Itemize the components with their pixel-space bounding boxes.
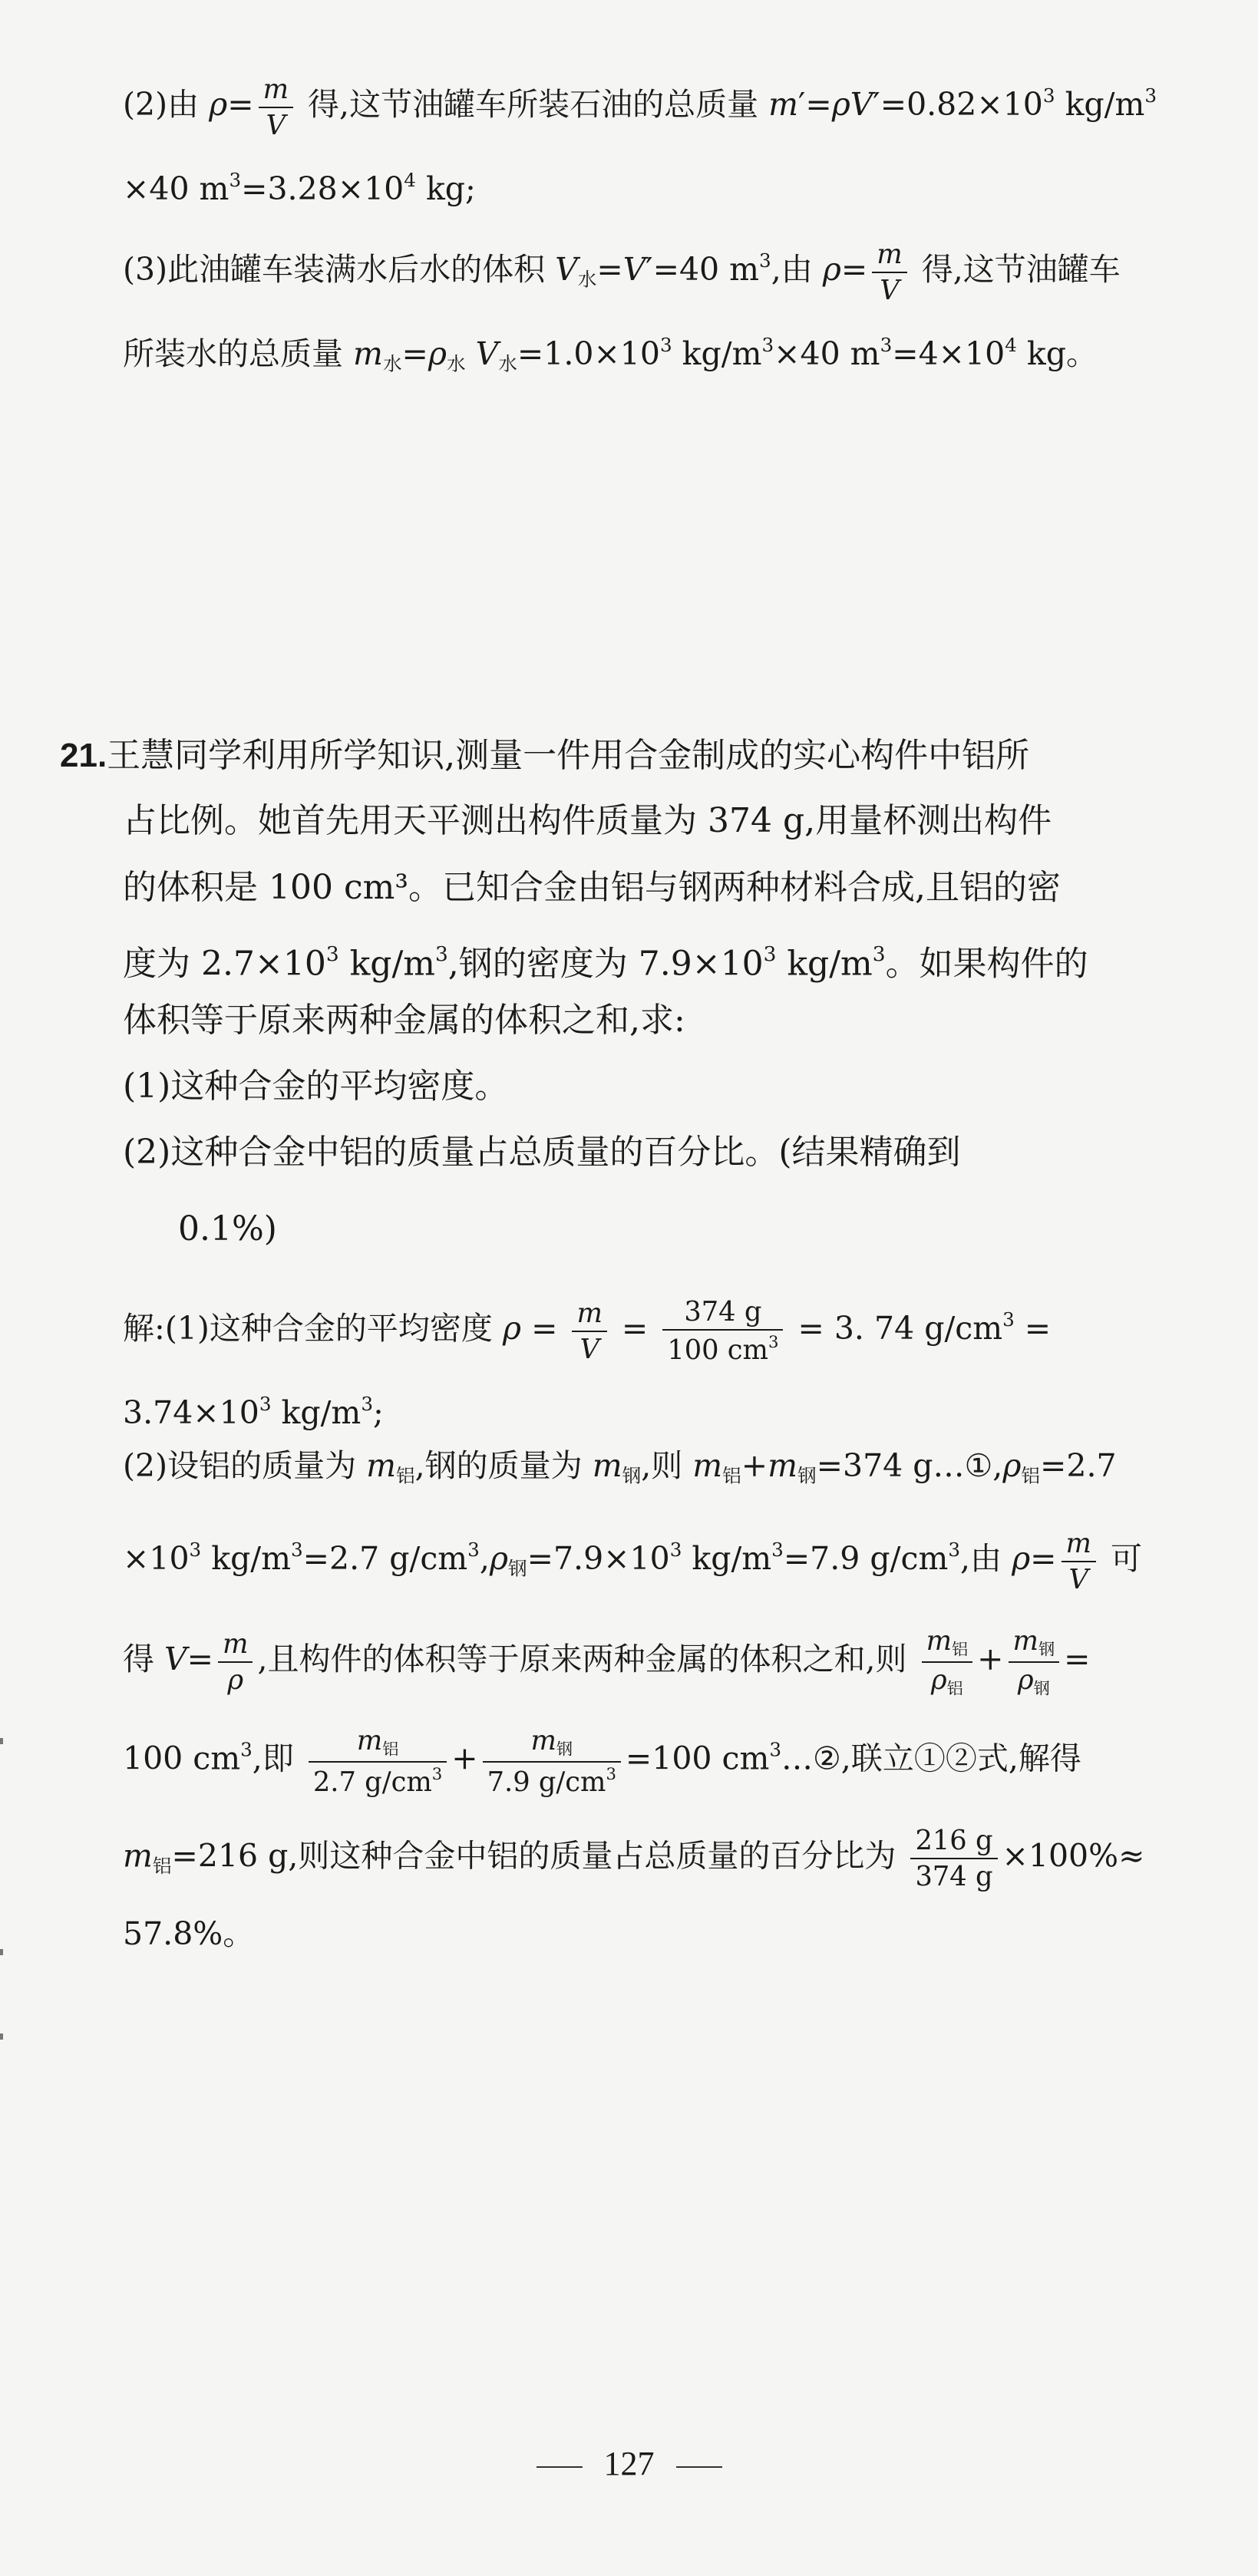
fraction: $\frac{216 g}{374 g}$ <box>910 1826 997 1891</box>
question-stem-line: 度为 $2.7\times 10^3$ $kg/m^3$,钢的密度为 $7.9\times 10^3$ $kg/m^3$。如果构件的 <box>123 942 1088 984</box>
solution-line-4: $\times 10^3$ $kg/m^3=2.7$ $g/cm^3,\rho_钢=7.9\times 10^3$ $kg/m^3=7.9$ $g/cm^3$,由 ρ= $\frac{m}{V}$ 可 <box>123 1527 1143 1595</box>
fraction: $\frac{m_钢}{\rho_钢}$ <box>1009 1627 1060 1697</box>
prev-line-4: 所装水的总质量 $m_水=\rho_水$ $V_水=1.0\times 10^3$ $kg/m^3\times 40$ $m^3=4\times 10^4$ kg。 <box>123 334 1098 375</box>
fraction: $\frac{m}{\rho}$ <box>218 1630 253 1694</box>
solution-line-7: $m_铝=216$ g,则这种合金中铝的质量占总质量的百分比为 $\frac{216 g}{374 g}$ ×100%≈ <box>123 1825 1145 1893</box>
solution-line-1: 解:(1)这种合金的平均密度 ρ = $\frac{m}{V}$ = $\frac{374 g}{100 cm^3}$ = 3. 74 $g/cm^3$ = <box>123 1296 1052 1367</box>
question-number: 21. <box>60 737 107 774</box>
question-subpart-1: (1)这种合金的平均密度。 <box>123 1067 509 1106</box>
fraction: $\frac{m}{V}$ <box>1062 1529 1096 1594</box>
fraction: $\frac{m}{V}$ <box>872 240 906 305</box>
question-stem-line: 21.王慧同学利用所学知识,测量一件用合金制成的实心构件中铝所 <box>60 736 1030 775</box>
footer-dash <box>676 2466 722 2468</box>
scan-mark <box>0 2033 3 2040</box>
prev-line-3: (3)此油罐车装满水后水的体积 $V_水=V'=40$ $m^3$,由 ρ= $\frac{m}{V}$ 得,这节油罐车 <box>123 238 1121 306</box>
question-stem-line: 占比例。她首先用天平测出构件质量为 374 g,用量杯测出构件 <box>123 801 1052 840</box>
page-footer <box>0 2444 1258 2483</box>
fraction: $\frac{m_钢}{7.9 g/cm^3}$ <box>483 1727 621 1796</box>
solution-line-6: 100 $cm^3$,即 $\frac{m_铝}{2.7 g/cm^3}$ + $\frac{m_钢}{7.9 g/cm^3}$ =100 $cm^3\dots ②$,联立①②式,解得 <box>123 1725 1081 1798</box>
question-subpart-2: (2)这种合金中铝的质量占总质量的百分比。(结果精确到 <box>123 1133 961 1172</box>
fraction: $\frac{m}{V}$ <box>572 1299 606 1364</box>
scan-mark <box>0 1949 3 1955</box>
question-subpart-2-cont: 0.1%) <box>178 1209 277 1248</box>
fraction: $\frac{m_铝}{2.7 g/cm^3}$ <box>309 1727 447 1796</box>
scan-mark <box>0 1738 3 1744</box>
prev-line-1: (2)由 ρ= $\frac{m}{V}$ 得,这节油罐车所装石油的总质量 $m'=\rho V'=0.82\times 10^3$ $kg/m^3$ <box>123 73 1157 141</box>
footer-dash <box>537 2466 583 2468</box>
solution-line-8: 57.8%。 <box>123 1915 255 1952</box>
solution-line-5: 得 V= $\frac{m}{\rho}$ ,且构件的体积等于原来两种金属的体积之和,则 $\frac{m_铝}{\rho_铝}$ + $\frac{m_钢}{\rho_钢}$ = <box>123 1625 1091 1697</box>
solution-line-2: $3.74\times 10^3$ $kg/m^3$; <box>123 1393 384 1432</box>
solution-line-3: (2)设铝的质量为 $m_铝$,钢的质量为 $m_钢$,则 $m_铝+m_钢=374$ $g\dots ①,\rho_铝=2.7$ <box>123 1447 1117 1487</box>
fraction: $\frac{374 g}{100 cm^3}$ <box>662 1298 783 1364</box>
fraction: $\frac{m}{V}$ <box>259 75 293 140</box>
fraction: $\frac{m_铝}{\rho_铝}$ <box>922 1627 973 1697</box>
question-stem-line: 的体积是 100 cm³。已知合金由铝与钢两种材料合成,且铝的密 <box>123 868 1061 907</box>
question-stem-line: 体积等于原来两种金属的体积之和,求: <box>123 1001 685 1040</box>
prev-line-2: ×40 $m^3=3.28\times 10^4$ kg; <box>123 169 476 208</box>
page-number: 127 <box>603 2445 655 2482</box>
